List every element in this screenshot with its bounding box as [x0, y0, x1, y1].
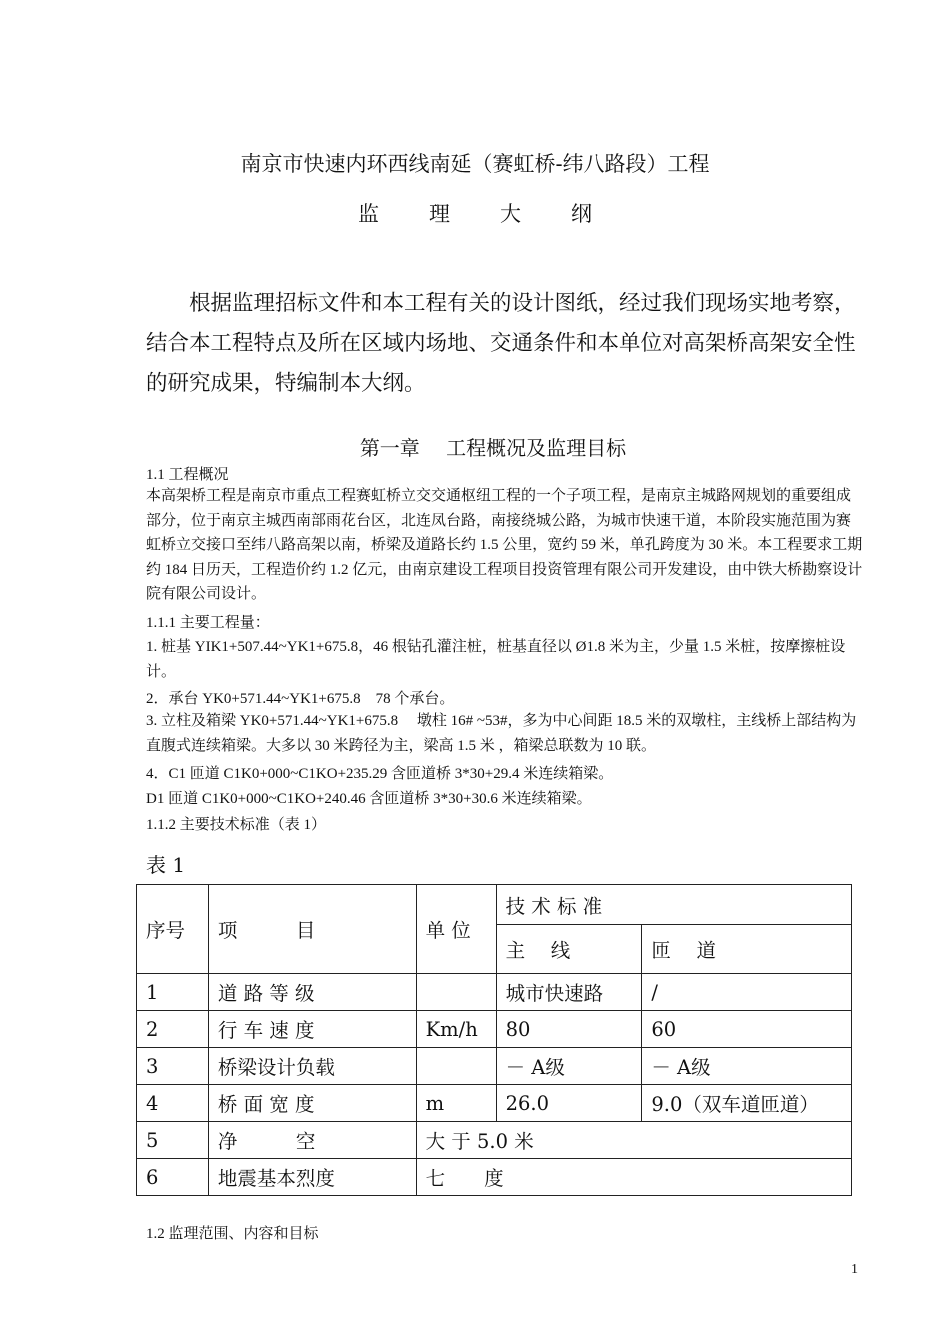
- cell-ramp: /: [642, 974, 852, 1011]
- cell-no: 1: [137, 974, 209, 1011]
- section-heading-1-1: 1.1 工程概况: [146, 467, 229, 483]
- cell-item: 地震基本烈度: [208, 1159, 416, 1196]
- cell-unit: [416, 1048, 496, 1085]
- section-1-1-text: 本高架桥工程是南京市重点工程赛虹桥立交交通枢纽工程的一个子项工程，是南京主城路网规划的重要组成部分，位于南京主城西南部雨花台区，北连凤台路，南接绕城公路，为城市快速干道，本阶段实施范围为赛虹桥立交接口至纬八路高架以南，桥梁及道路长约 1.5 公里，宽约 59 米，单孔跨度为 30 米。本工程要求工期约 184 日历天，工程造价约 1.2 亿元，由南京建设工程项目投资管理有限公司开发建设，由中铁大桥勘察设计院有限公司设计。: [146, 488, 863, 603]
- cell-main: － A级: [496, 1048, 642, 1085]
- header-unit: 单 位: [416, 885, 496, 974]
- table-row: [137, 1122, 852, 1159]
- cell-main: 26.0: [496, 1085, 642, 1122]
- cell-item: 道 路 等 级: [208, 974, 416, 1011]
- quantity-item-5: D1 匝道 C1K0+000~C1KO+240.46 含匝道桥 3*30+30.6 米连续箱梁。: [146, 791, 592, 807]
- table-caption: 表 1: [146, 853, 186, 877]
- subtitle-char: 纲: [571, 202, 592, 226]
- cell-unit: Km/h: [416, 1011, 496, 1048]
- cell-ramp: 9.0（双车道匝道）: [642, 1085, 852, 1122]
- header-item: 项 目: [208, 885, 416, 974]
- subtitle-char: 监: [358, 202, 379, 226]
- header-standard: 技 术 标 准: [496, 885, 851, 925]
- tech-standards-table: [136, 884, 852, 1196]
- cell-value: 七 度: [416, 1159, 851, 1196]
- cell-no: 3: [137, 1048, 209, 1085]
- intro-paragraph: 根据监理招标文件和本工程有关的设计图纸，经过我们现场实地考察，结合本工程特点及所在区域内场地、交通条件和本单位对高架桥高架安全性的研究成果，特编制本大纲。: [146, 291, 856, 396]
- cell-no: 4: [137, 1085, 209, 1122]
- quantity-item-2: 2．承台 YK0+571.44~YK1+675.8 78 个承台。: [146, 691, 455, 707]
- cell-item: 行 车 速 度: [208, 1011, 416, 1048]
- header-ramp: 匝 道: [642, 925, 852, 974]
- cell-ramp: 60: [642, 1011, 852, 1048]
- cell-value: 大 于 5.0 米: [416, 1122, 851, 1159]
- section-heading-1-2: 1.2 监理范围、内容和目标: [146, 1226, 319, 1242]
- section-heading-1-1-2: 1.1.2 主要技术标准（表 1）: [146, 817, 327, 833]
- section-heading-1-1-1: 1.1.1 主要工程量：: [146, 615, 270, 631]
- subtitle-char: 理: [429, 202, 450, 226]
- cell-main: 80: [496, 1011, 642, 1048]
- quantity-item-1: 1. 桩基 YIK1+507.44~YK1+675.8，46 根钻孔灌注桩，桩基直径以 Ø1.8 米为主，少量 1.5 米桩，按摩擦桩设计。: [146, 639, 846, 680]
- cell-unit: m: [416, 1085, 496, 1122]
- header-no: 序号: [137, 885, 209, 974]
- quantity-item-4: 4．C1 匝道 C1K0+000~C1KO+235.29 含匝道桥 3*30+29.4 米连续箱梁。: [146, 766, 614, 782]
- cell-main: 城市快速路: [496, 974, 642, 1011]
- table-row: [137, 1085, 852, 1122]
- cell-no: 5: [137, 1122, 209, 1159]
- cell-item: 桥 面 宽 度: [208, 1085, 416, 1122]
- table-row: [137, 1159, 852, 1196]
- table-row: [137, 974, 852, 1011]
- cell-item: 桥梁设计负载: [208, 1048, 416, 1085]
- header-main-line: 主 线: [496, 925, 642, 974]
- table-row: [137, 1048, 852, 1085]
- cell-unit: [416, 974, 496, 1011]
- cell-no: 6: [137, 1159, 209, 1196]
- document-title: 南京市快速内环西线南延（赛虹桥-纬八路段）工程: [240, 152, 710, 176]
- subtitle-char: 大: [500, 202, 521, 226]
- page-number: 1: [851, 1262, 858, 1277]
- cell-item: 净 空: [208, 1122, 416, 1159]
- cell-no: 2: [137, 1011, 209, 1048]
- document-subtitle: [0, 198, 950, 228]
- chapter-heading: 第一章 工程概况及监理目标: [359, 436, 627, 460]
- table-row: [137, 1011, 852, 1048]
- cell-ramp: － A级: [642, 1048, 852, 1085]
- quantity-item-3: 3. 立柱及箱梁 YK0+571.44~YK1+675.8 墩柱 16# ~53#，多为中心间距 18.5 米的双墩柱，主线桥上部结构为直腹式连续箱梁。大多以 30 米跨径为主，梁高 1.5 米 ，箱梁总联数为 10 联。: [146, 713, 857, 754]
